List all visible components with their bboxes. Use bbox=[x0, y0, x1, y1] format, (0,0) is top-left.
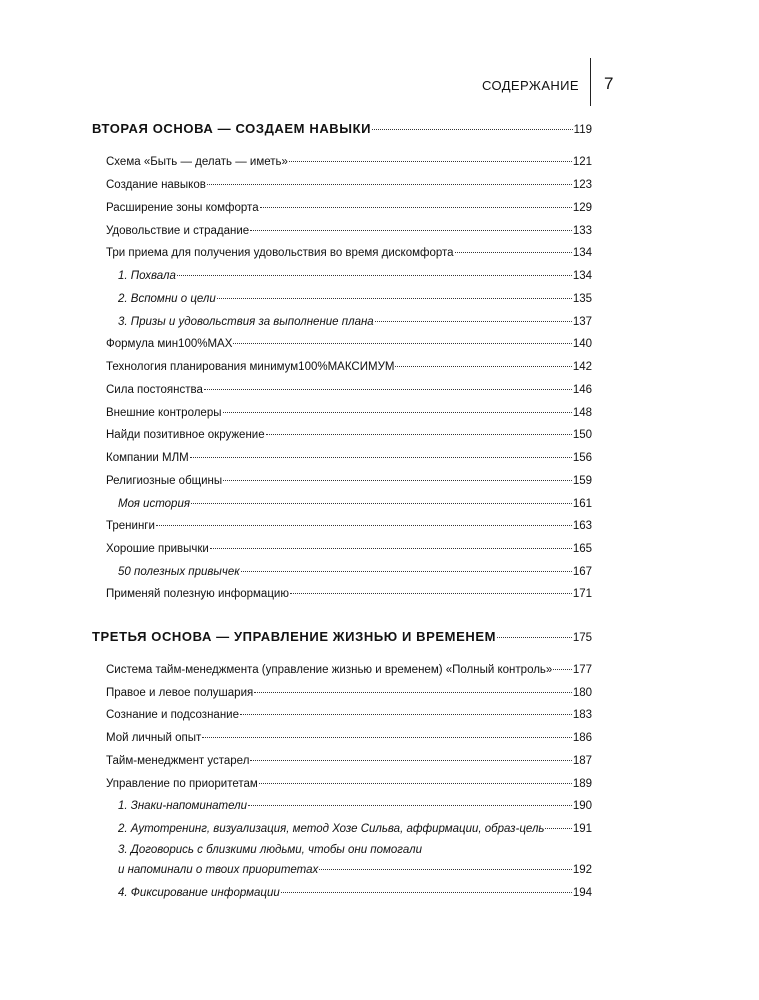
entry-page: 177 bbox=[572, 664, 592, 676]
dot-leader bbox=[223, 411, 572, 413]
dot-leader bbox=[217, 297, 572, 299]
entry-page: 194 bbox=[572, 887, 592, 899]
toc-entry bbox=[106, 383, 592, 397]
entry-label: Три приема для получения удовольствия во время дискомфорта bbox=[106, 247, 454, 259]
entry-page: 161 bbox=[572, 498, 592, 510]
entry-page: 135 bbox=[572, 293, 592, 305]
entry-label: 3. Призы и удовольствия за выполнение плана bbox=[118, 316, 374, 328]
section-page: 119 bbox=[573, 124, 592, 136]
toc-subentry bbox=[118, 292, 592, 306]
entry-label: Формула мин100%MAX bbox=[106, 338, 233, 350]
dot-leader bbox=[545, 827, 571, 829]
toc-subentry bbox=[118, 886, 592, 900]
toc-entry bbox=[106, 406, 592, 420]
dot-leader bbox=[240, 713, 572, 715]
dot-leader bbox=[266, 433, 572, 435]
dot-leader bbox=[241, 570, 572, 572]
entry-page: 129 bbox=[572, 202, 592, 214]
entry-label: Сознание и подсознание bbox=[106, 709, 239, 721]
toc-subentry-line bbox=[118, 842, 422, 858]
entry-page: 140 bbox=[572, 338, 592, 350]
entry-label: Технология планирования минимум100%МАКСИМУМ bbox=[106, 361, 395, 373]
entry-label: и напоминали о твоих приоритетах bbox=[118, 864, 319, 876]
dot-leader bbox=[156, 524, 572, 526]
entry-page: 191 bbox=[572, 823, 592, 835]
entry-page: 163 bbox=[572, 520, 592, 532]
entry-label: Моя история bbox=[118, 498, 190, 510]
dot-leader bbox=[259, 782, 572, 784]
entry-label: Создание навыков bbox=[106, 179, 206, 191]
entry-page: 180 bbox=[572, 687, 592, 699]
dot-leader bbox=[233, 342, 571, 344]
entry-page: 148 bbox=[572, 407, 592, 419]
entry-page: 192 bbox=[572, 864, 592, 876]
entry-label: Удовольствие и страдание bbox=[106, 225, 250, 237]
toc-entry bbox=[106, 155, 592, 169]
toc-entry bbox=[106, 178, 592, 192]
dot-leader bbox=[202, 736, 572, 738]
entry-label: 1. Похвала bbox=[118, 270, 176, 282]
entry-page: 189 bbox=[572, 778, 592, 790]
toc-entry bbox=[106, 519, 592, 533]
entry-page: 142 bbox=[572, 361, 592, 373]
toc-subentry bbox=[118, 269, 592, 283]
entry-page: 165 bbox=[572, 543, 592, 555]
entry-label: Сила постоянства bbox=[106, 384, 203, 396]
entry-page: 167 bbox=[572, 566, 592, 578]
toc-entry bbox=[106, 663, 592, 677]
entry-label: 2. Вспомни о цели bbox=[118, 293, 216, 305]
toc-subentry bbox=[118, 863, 592, 877]
entry-label: Правое и левое полушария bbox=[106, 687, 254, 699]
dot-leader bbox=[290, 592, 572, 594]
toc-entry bbox=[106, 337, 592, 351]
entry-page: 150 bbox=[572, 429, 592, 441]
dot-leader bbox=[210, 547, 572, 549]
entry-page: 187 bbox=[572, 755, 592, 767]
toc-entry bbox=[106, 777, 592, 791]
dot-leader bbox=[204, 388, 572, 390]
entry-page: 134 bbox=[572, 247, 592, 259]
toc-entry bbox=[106, 686, 592, 700]
entry-label: 50 полезных привычек bbox=[118, 566, 240, 578]
dot-leader bbox=[250, 229, 572, 231]
dot-leader bbox=[553, 668, 572, 670]
toc-entry bbox=[106, 542, 592, 556]
toc-subentry bbox=[118, 315, 592, 329]
toc-entry bbox=[106, 731, 592, 745]
entry-label: Найди позитивное окружение bbox=[106, 429, 265, 441]
entry-page: 123 bbox=[572, 179, 592, 191]
entry-label: Религиозные общины bbox=[106, 475, 223, 487]
entry-label: Управление по приоритетам bbox=[106, 778, 258, 790]
dot-leader bbox=[250, 759, 571, 761]
entry-page: 156 bbox=[572, 452, 592, 464]
entry-page: 190 bbox=[572, 800, 592, 812]
entry-label: Схема «Быть — делать — иметь» bbox=[106, 156, 288, 168]
entry-page: 146 bbox=[572, 384, 592, 396]
toc-entry bbox=[106, 708, 592, 722]
dot-leader bbox=[190, 456, 572, 458]
dot-leader bbox=[497, 636, 572, 638]
entry-label: 2. Аутотренинг, визуализация, метод Хозе Сильва, аффирмации, образ-цель bbox=[118, 823, 545, 835]
toc-subentry bbox=[118, 497, 592, 511]
toc-section-heading bbox=[92, 630, 592, 645]
entry-label: Внешние контролеры bbox=[106, 407, 222, 419]
entry-page: 159 bbox=[572, 475, 592, 487]
entry-label: Тайм-менеджмент устарел bbox=[106, 755, 250, 767]
entry-label: 4. Фиксирование информации bbox=[118, 887, 280, 899]
toc-entry bbox=[106, 474, 592, 488]
entry-page: 171 bbox=[572, 588, 592, 600]
entry-page: 183 bbox=[572, 709, 592, 721]
toc-subentry bbox=[118, 822, 592, 836]
entry-label: Расширение зоны комфорта bbox=[106, 202, 259, 214]
entry-label: 3. Договорись с близкими людьми, чтобы они помогали bbox=[118, 844, 422, 856]
running-header-title: СОДЕРЖАНИЕ bbox=[481, 78, 579, 93]
entry-label: Хорошие привычки bbox=[106, 543, 209, 555]
entry-label: Система тайм-менеджмента (управление жизнью и временем) «Полный контроль» bbox=[106, 664, 553, 676]
toc-subentry bbox=[118, 565, 592, 579]
entry-label: Компании МЛМ bbox=[106, 452, 189, 464]
toc-entry bbox=[106, 428, 592, 442]
toc-entry bbox=[106, 246, 592, 260]
dot-leader bbox=[177, 274, 572, 276]
dot-leader bbox=[375, 320, 572, 322]
entry-page: 121 bbox=[572, 156, 592, 168]
dot-leader bbox=[455, 251, 572, 253]
dot-leader bbox=[281, 891, 572, 893]
running-header bbox=[0, 58, 759, 108]
toc-entry bbox=[106, 224, 592, 238]
section-title: ВТОРАЯ ОСНОВА — СОЗДАЕМ НАВЫКИ bbox=[92, 121, 372, 136]
section-page: 175 bbox=[572, 632, 592, 644]
dot-leader bbox=[395, 365, 571, 367]
entry-page: 134 bbox=[572, 270, 592, 282]
entry-page: 186 bbox=[572, 732, 592, 744]
dot-leader bbox=[191, 502, 572, 504]
dot-leader bbox=[207, 183, 572, 185]
dot-leader bbox=[319, 868, 572, 870]
page-number: 7 bbox=[604, 74, 614, 93]
entry-label: Мой личный опыт bbox=[106, 732, 202, 744]
toc-entry bbox=[106, 360, 592, 374]
toc-entry bbox=[106, 754, 592, 768]
dot-leader bbox=[223, 479, 572, 481]
header-divider bbox=[590, 58, 591, 106]
toc-entry bbox=[106, 201, 592, 215]
dot-leader bbox=[254, 691, 572, 693]
toc-subentry bbox=[118, 799, 592, 813]
entry-page: 133 bbox=[572, 225, 592, 237]
entry-label: Применяй полезную информацию bbox=[106, 588, 289, 600]
entry-page: 137 bbox=[572, 316, 592, 328]
entry-label: Тренинги bbox=[106, 520, 155, 532]
section-title: ТРЕТЬЯ ОСНОВА — УПРАВЛЕНИЕ ЖИЗНЬЮ И ВРЕМЕНЕМ bbox=[92, 629, 497, 644]
dot-leader bbox=[260, 206, 572, 208]
dot-leader bbox=[372, 128, 573, 130]
toc-section-heading bbox=[92, 122, 592, 137]
dot-leader bbox=[289, 160, 572, 162]
toc-entry bbox=[106, 451, 592, 465]
toc-entry bbox=[106, 587, 592, 601]
dot-leader bbox=[248, 804, 572, 806]
entry-label: 1. Знаки-напоминатели bbox=[118, 800, 248, 812]
